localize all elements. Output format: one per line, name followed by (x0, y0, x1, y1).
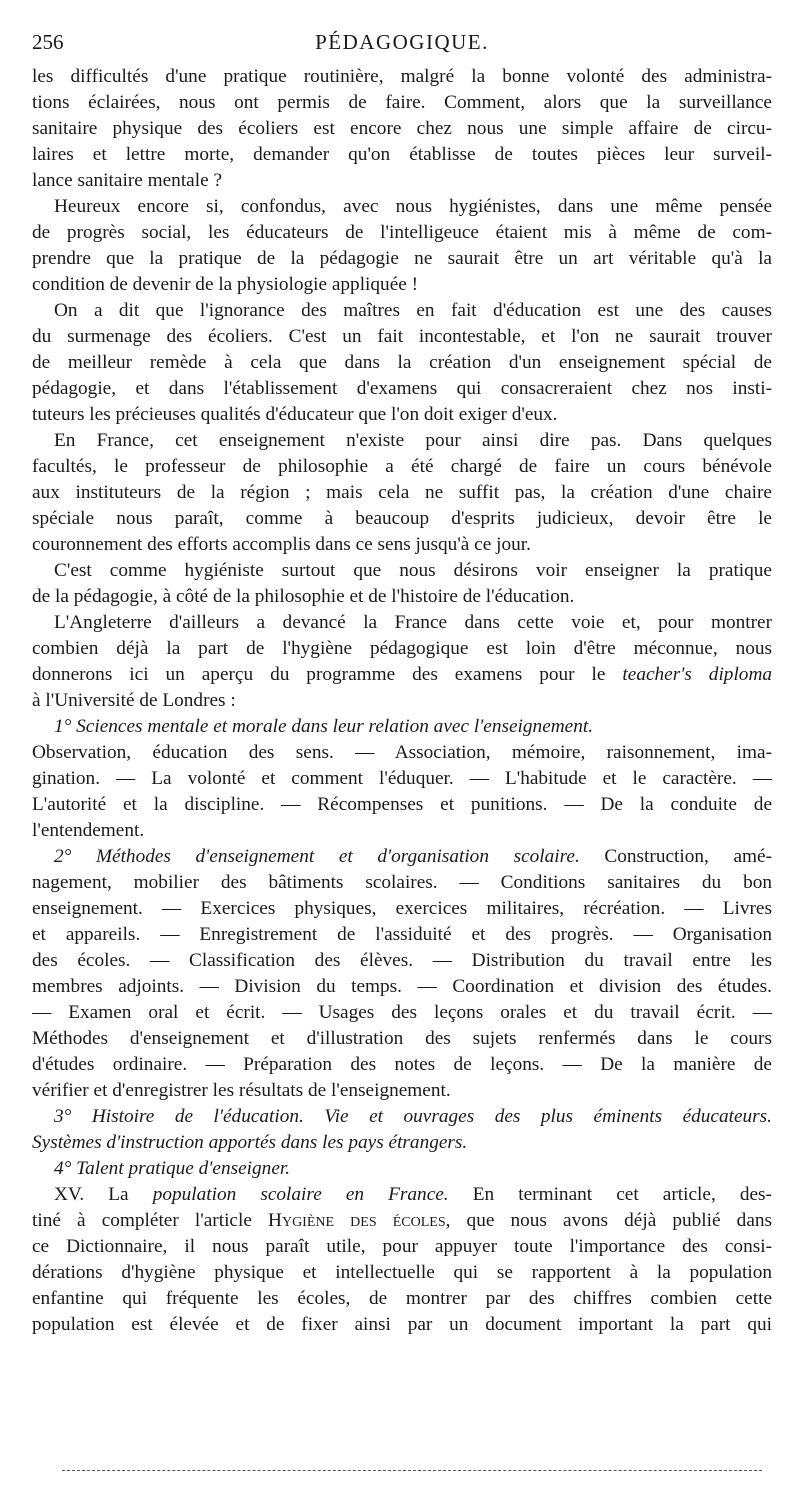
text-line: Méthodes d'enseignement et d'illustration des sujets renfermés dans le cours (32, 1028, 772, 1049)
text-line: On a dit que l'ignorance des maîtres en fait d'éducation est une des causes (54, 300, 772, 321)
italic-run: 2° Méthodes d'enseignement et d'organisation scolaire. (54, 846, 580, 867)
page-header (32, 30, 772, 60)
text-line: L'Angleterre d'ailleurs a devancé la France dans cette voie et, pour montrer (54, 612, 772, 633)
running-head: PÉDAGOGIQUE. (315, 30, 489, 54)
text-line: combien déjà la part de l'hygiène pédagogique est loin d'être méconnue, nous (32, 638, 772, 659)
text-line: de progrès social, les éducateurs de l'intelligeuce étaient mis à même de com- (32, 222, 772, 243)
footer-rule (62, 1470, 762, 1471)
text-line: spéciale nous paraît, comme à beaucoup d'esprits judicieux, devoir être le (32, 508, 772, 529)
text-run: donnerons ici un aperçu du programme des examens pour le (32, 664, 606, 685)
body-text (32, 64, 772, 1338)
text-line: gination. — La volonté et comment l'éduquer. — L'habitude et le caractère. — (32, 768, 772, 789)
text-line: dérations d'hygiène physique et intellectuelle qui se rapportent à la population (32, 1262, 772, 1283)
text-line (32, 1156, 772, 1182)
text-line: à l'Université de Londres : (32, 690, 236, 711)
text-line: tuteurs les précieuses qualités d'éducateur que l'on doit exiger d'eux. (32, 404, 558, 425)
text-line: tions éclairées, nous ont permis de faire. Comment, alors que la surveillance (32, 92, 772, 113)
text-line (32, 714, 772, 740)
italic-run: teacher's diploma (622, 664, 772, 685)
text-line: L'autorité et la discipline. — Récompenses et punitions. — De la conduite de (32, 794, 772, 815)
text-line: des écoles. — Classification des élèves. — Distribution du travail entre les (32, 950, 772, 971)
text-line: vérifier et d'enregistrer les résultats de l'enseignement. (32, 1080, 451, 1101)
text-line (32, 662, 772, 688)
text-line: ce Dictionnaire, il nous paraît utile, pour appuyer toute l'importance des consi- (32, 1236, 772, 1257)
text-line: et appareils. — Enregistrement de l'assiduité et des progrès. — Organisation (32, 924, 772, 945)
italic-run: 3° Histoire de l'éducation. Vie et ouvrages des plus éminents éducateurs. (54, 1106, 772, 1127)
text-line: facultés, le professeur de philosophie a été chargé de faire un cours bénévole (32, 456, 772, 477)
text-run: Construction, amé- (604, 846, 772, 867)
text-run: XV. La (54, 1184, 129, 1205)
text-run: tiné à compléter l'article (32, 1210, 252, 1231)
text-line (32, 1130, 772, 1156)
text-line: enseignement. — Exercices physiques, exercices militaires, récréation. — Livres (32, 898, 772, 919)
italic-run: 4° Talent pratique d'enseigner. (54, 1158, 291, 1179)
text-line: C'est comme hygiéniste surtout que nous désirons voir enseigner la pratique (54, 560, 772, 581)
text-line: laires et lettre morte, demander qu'on établisse de toutes pièces leur surveil- (32, 144, 772, 165)
text-line: Observation, éducation des sens. — Association, mémoire, raisonnement, ima- (32, 742, 772, 763)
text-line: prendre que la pratique de la pédagogie ne saurait être un art véritable qu'à la (32, 248, 772, 269)
text-line: lance sanitaire mentale ? (32, 170, 223, 191)
text-line: sanitaire physique des écoliers est encore chez nous une simple affaire de circu- (32, 118, 772, 139)
text-line: nagement, mobilier des bâtiments scolaires. — Conditions sanitaires du bon (32, 872, 772, 893)
text-line: aux instituteurs de la région ; mais cela ne suffit pas, la création d'une chaire (32, 482, 772, 503)
text-line: de meilleur remède à cela que dans la création d'un enseignement spécial de (32, 352, 772, 373)
text-line: — Examen oral et écrit. — Usages des leçons orales et du travail écrit. — (32, 1002, 772, 1023)
text-line: membres adjoints. — Division du temps. — Coordination et division des études. (32, 976, 772, 997)
text-line (32, 844, 772, 870)
italic-run: 1° Sciences mentale et morale dans leur relation avec l'enseignement. (54, 716, 594, 737)
text-line: de la pédagogie, à côté de la philosophie et de l'histoire de l'éducation. (32, 586, 575, 607)
text-line: d'études ordinaire. — Préparation des notes de leçons. — De la manière de (32, 1054, 772, 1075)
text-line: population est élevée et de fixer ainsi par un document important la part qui (32, 1314, 772, 1335)
text-line: du surmenage des écoliers. C'est un fait incontestable, et l'on ne saurait trouver (32, 326, 772, 347)
text-line: condition de devenir de la physiologie appliquée ! (32, 274, 419, 295)
text-line (32, 1182, 772, 1208)
text-line (32, 1104, 772, 1130)
text-run: , que nous avons déjà publié dans (445, 1210, 772, 1231)
text-line: l'entendement. (32, 820, 145, 841)
text-line (32, 1208, 772, 1234)
italic-run: population scolaire en France. (152, 1184, 449, 1205)
italic-run: Systèmes d'instruction apportés dans les pays étrangers. (32, 1132, 468, 1153)
text-line: couronnement des efforts accomplis dans ce sens jusqu'à ce jour. (32, 534, 531, 555)
text-line: pédagogie, et dans l'établissement d'examens qui consacreraient chez nos insti- (32, 378, 772, 399)
text-line: les difficultés d'une pratique routinière, malgré la bonne volonté des administra- (32, 66, 772, 87)
text-line: enfantine qui fréquente les écoles, de montrer par des chiffres combien cette (32, 1288, 772, 1309)
text-run: En terminant cet article, des- (472, 1184, 772, 1205)
page-number: 256 (32, 30, 64, 54)
small-caps-run: Hygiène des écoles (268, 1210, 446, 1231)
text-line: En France, cet enseignement n'existe pour ainsi dire pas. Dans quelques (54, 430, 772, 451)
text-line: Heureux encore si, confondus, avec nous hygiénistes, dans une même pensée (54, 196, 772, 217)
